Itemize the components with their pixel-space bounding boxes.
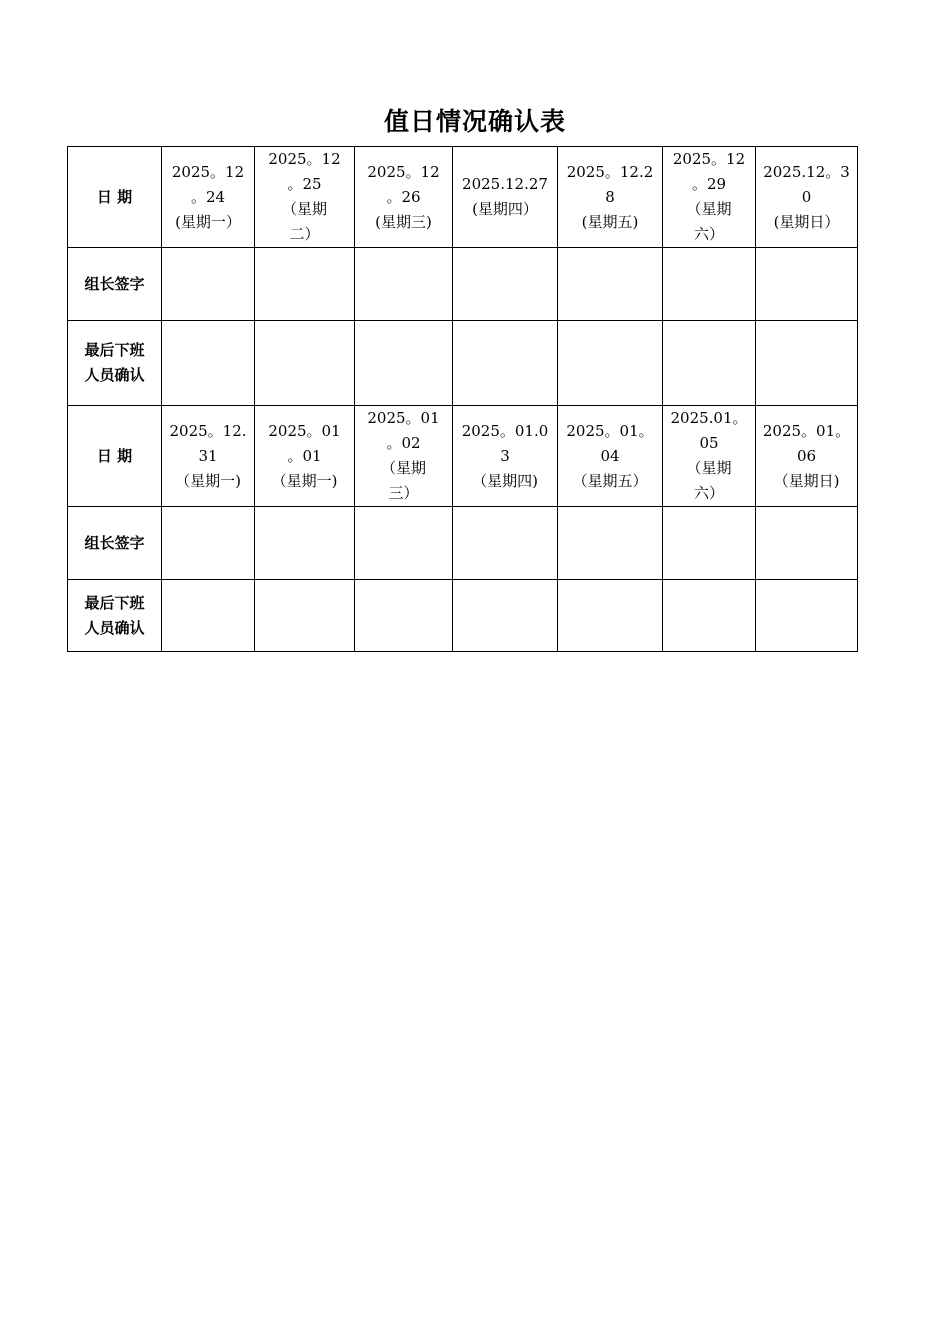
date-cell-line: 2025。12 <box>171 162 245 181</box>
date-cell <box>756 406 858 507</box>
last-staff-cell[interactable] <box>663 580 756 652</box>
date-row-week1 <box>68 147 858 248</box>
date-cell-line: 2025。01。 <box>566 421 654 440</box>
date-cell-line: （星期 <box>281 200 327 218</box>
date-cell-line: 。24 <box>190 187 226 206</box>
leader-sign-cell[interactable] <box>255 248 355 321</box>
date-cell <box>558 406 663 507</box>
date-cell-line: 六） <box>693 484 724 502</box>
leader-sign-label: 组长签字 <box>68 248 162 321</box>
date-cell <box>355 147 453 248</box>
leader-sign-row-week2 <box>68 507 858 580</box>
date-cell-line: (星期四） <box>472 200 538 218</box>
duty-confirmation-table <box>67 146 858 652</box>
last-staff-label <box>68 580 162 652</box>
last-staff-label <box>68 321 162 406</box>
date-cell-line: 2025.01。 <box>670 409 748 427</box>
date-cell-line: 06 <box>796 446 817 465</box>
date-cell-line: 三） <box>388 484 419 502</box>
date-cell-line: (星期三) <box>375 212 432 231</box>
date-cell-line: 二） <box>289 225 320 243</box>
date-cell <box>162 406 255 507</box>
date-cell-line: 2025。12 <box>672 150 746 168</box>
leader-sign-cell[interactable] <box>162 507 255 580</box>
date-cell <box>558 147 663 248</box>
date-cell-line: （星期日) <box>773 471 840 490</box>
date-cell-line: 04 <box>600 446 620 465</box>
date-cell-line: （星期一) <box>175 471 241 490</box>
leader-sign-cell[interactable] <box>162 248 255 321</box>
date-cell-line: (星期一） <box>175 212 241 231</box>
date-cell-line: 。29 <box>691 175 727 193</box>
date-cell-line: 2025。01.0 <box>461 421 549 440</box>
last-staff-cell[interactable] <box>558 580 663 652</box>
last-staff-cell[interactable] <box>355 321 453 406</box>
date-cell-line: (星期五) <box>581 212 639 231</box>
leader-sign-cell[interactable] <box>453 248 558 321</box>
leader-sign-cell[interactable] <box>355 248 453 321</box>
date-cell-line: 。02 <box>386 434 421 452</box>
date-cell-line: 05 <box>699 434 719 452</box>
date-cell-line: （星期一) <box>271 471 338 490</box>
leader-sign-cell[interactable] <box>558 507 663 580</box>
last-staff-cell[interactable] <box>453 321 558 406</box>
last-staff-label-line1: 最后下班 <box>84 593 145 612</box>
date-cell-line: （星期五） <box>572 471 648 490</box>
last-staff-label-line2: 人员确认 <box>84 366 145 384</box>
leader-sign-cell[interactable] <box>663 507 756 580</box>
page-title: 值日情况确认表 <box>383 107 566 136</box>
last-staff-cell[interactable] <box>756 580 858 652</box>
date-cell <box>255 147 355 248</box>
date-cell-line: 2025。12.2 <box>566 162 654 181</box>
date-cell <box>663 147 756 248</box>
leader-sign-cell[interactable] <box>756 248 858 321</box>
date-cell-line: （星期 <box>380 459 426 477</box>
date-label: 日 期 <box>68 147 162 248</box>
date-cell-line: 0 <box>801 187 812 206</box>
last-staff-cell[interactable] <box>162 580 255 652</box>
date-cell-line: （星期 <box>686 200 732 218</box>
date-cell-line: （星期 <box>686 459 732 477</box>
last-staff-row-week2 <box>68 580 858 652</box>
leader-sign-cell[interactable] <box>355 507 453 580</box>
last-staff-cell[interactable] <box>255 321 355 406</box>
date-cell-line: 8 <box>605 187 615 206</box>
date-cell-line: 2025.12.27 <box>462 175 548 193</box>
date-cell-line: 。25 <box>287 175 322 193</box>
leader-sign-label: 组长签字 <box>68 507 162 580</box>
last-staff-cell[interactable] <box>162 321 255 406</box>
last-staff-cell[interactable] <box>255 580 355 652</box>
date-cell-line: 2025。01 <box>367 409 440 427</box>
last-staff-label-line1: 最后下班 <box>84 341 145 359</box>
date-cell <box>355 406 453 507</box>
leader-sign-cell[interactable] <box>663 248 756 321</box>
date-cell-line: 31 <box>198 446 218 465</box>
date-cell <box>756 147 858 248</box>
date-cell <box>162 147 255 248</box>
date-cell-line: 2025。01 <box>268 421 341 440</box>
last-staff-label-line2: 人员确认 <box>84 618 145 637</box>
date-cell <box>453 406 558 507</box>
date-cell-line: 2025.12。3 <box>763 162 850 181</box>
leader-sign-cell[interactable] <box>756 507 858 580</box>
date-cell-line: 。26 <box>386 187 421 206</box>
last-staff-cell[interactable] <box>756 321 858 406</box>
date-cell <box>663 406 756 507</box>
date-cell-line: 2025。01。 <box>762 421 851 440</box>
date-cell-line: 2025。12. <box>169 421 247 440</box>
leader-sign-row-week1 <box>68 248 858 321</box>
leader-sign-cell[interactable] <box>255 507 355 580</box>
last-staff-cell[interactable] <box>453 580 558 652</box>
last-staff-cell[interactable] <box>355 580 453 652</box>
date-cell-line: 2025。12 <box>367 162 440 181</box>
last-staff-row-week1 <box>68 321 858 406</box>
date-cell-line: （星期四) <box>472 471 538 490</box>
last-staff-cell[interactable] <box>663 321 756 406</box>
last-staff-cell[interactable] <box>558 321 663 406</box>
date-cell-line: 。01 <box>287 446 322 465</box>
date-cell-line: 六） <box>693 225 724 243</box>
date-cell <box>255 406 355 507</box>
date-row-week2 <box>68 406 858 507</box>
date-cell-line: 2025。12 <box>268 150 341 168</box>
leader-sign-cell[interactable] <box>453 507 558 580</box>
leader-sign-cell[interactable] <box>558 248 663 321</box>
date-cell-line: 3 <box>500 446 510 465</box>
date-cell-line: (星期日） <box>773 212 840 231</box>
date-cell <box>453 147 558 248</box>
date-label: 日 期 <box>68 406 162 507</box>
